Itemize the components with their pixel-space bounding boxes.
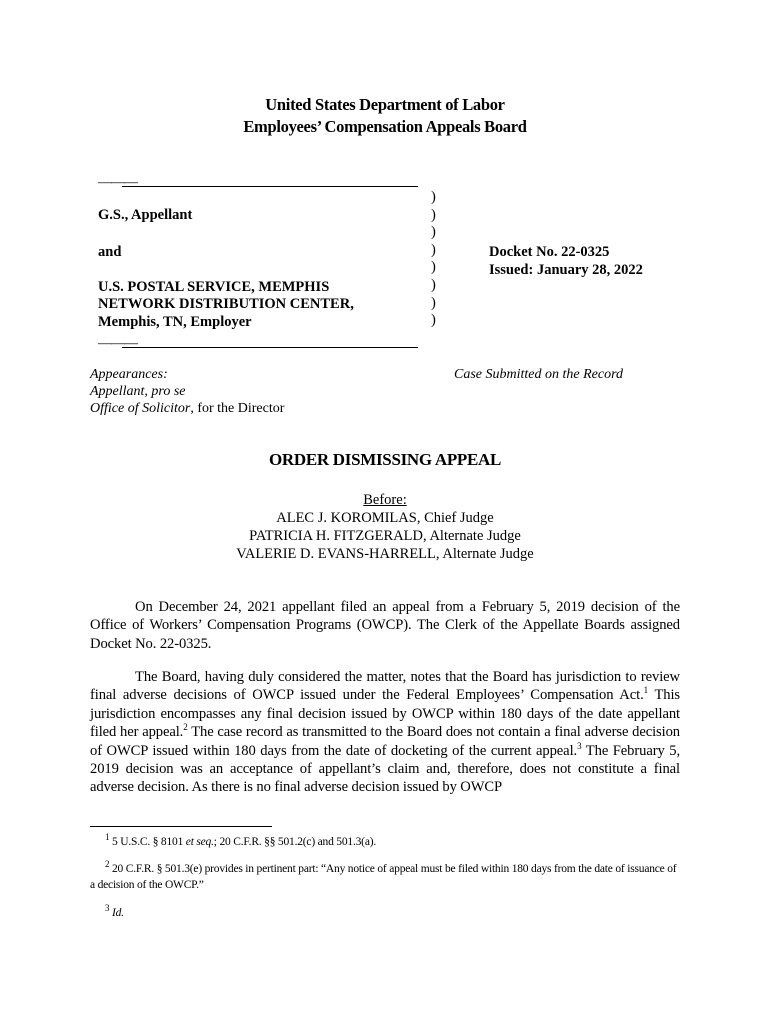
- case-submitted-note: Case Submitted on the Record: [454, 367, 624, 382]
- agency-name: United States Department of Labor: [265, 95, 505, 114]
- employer-line-3: Memphis, TN, Employer: [98, 314, 252, 330]
- paragraph-2: The Board, having duly considered the matter, notes that the Board has jurisdiction to review final adverse decisions of OWCP issued under the Federal Employees’ Compensation Act.$^1$ This jurisdiction encompasses any final decision issued by OWCP within 180 days of the date appellant filed her appeal.$^2$ The case record as transmitted to the Board does not contain a final adverse decision of OWCP issued within 180 days from the date of docketing of the current appeal.$^3$ The February 5, 2019 decision was an acceptance of appellant’s claim and, therefore, does not constitute a final adverse decision. As there is no final adverse decision issued by OWCP: [90, 669, 680, 796]
- caption-dash-top: ———: [98, 175, 137, 190]
- caption-rule-bottom: [122, 347, 418, 348]
- appearance-appellant: Appellant, pro se: [90, 384, 186, 399]
- appellant-name: G.S., Appellant: [98, 207, 193, 223]
- footnote-2: $^2$ 20 C.F.R. § 501.3(e) provides in pertinent part: “Any notice of appeal must be filed within 180 days from the date of issuance of a decision of the OWCP.”: [90, 859, 677, 891]
- judge-alternate-1: PATRICIA H. FITZGERALD, Alternate Judge: [249, 528, 521, 544]
- caption-parentheses: ) ) ) ) ) ) ) ): [431, 189, 436, 329]
- before-label: Before:: [363, 492, 407, 508]
- caption-and: and: [98, 244, 122, 260]
- judge-chief: ALEC J. KOROMILAS, Chief Judge: [276, 510, 494, 526]
- footnote-ref-1: 1: [643, 685, 649, 696]
- judge-alternate-2: VALERIE D. EVANS-HARRELL, Alternate Judge: [236, 546, 534, 562]
- employer-line-2: NETWORK DISTRIBUTION CENTER,: [98, 296, 354, 312]
- footnote-1: $^1$ 5 U.S.C. § 8101 et seq.; 20 C.F.R. §§ 501.2(c) and 501.3(a).: [105, 832, 377, 848]
- issued-date: Issued: January 28, 2022: [489, 262, 643, 278]
- paragraph-1: On December 24, 2021 appellant filed an appeal from a February 5, 2019 decision of the Office of Workers’ Compensation Programs (OWCP). The Clerk of the Appellate Boards assigned Docket No. 22-0325.: [90, 599, 680, 652]
- footnote-ref-3: 3: [577, 740, 582, 751]
- employer-line-1: U.S. POSTAL SERVICE, MEMPHIS: [98, 279, 330, 295]
- caption-rule-top: [122, 186, 418, 187]
- caption-dash-bottom: ———: [98, 336, 137, 351]
- appearances-heading: Appearances:: [90, 367, 168, 382]
- footnote-separator: [90, 826, 272, 827]
- board-name: Employees’ Compensation Appeals Board: [243, 117, 527, 136]
- appearance-solicitor: Office of Solicitor, for the Director: [90, 401, 285, 416]
- footnote-3: $^3$ Id.: [105, 903, 124, 919]
- docket-number: Docket No. 22-0325: [489, 244, 610, 260]
- footnote-ref-2: 2: [183, 722, 188, 733]
- order-title: ORDER DISMISSING APPEAL: [268, 450, 502, 469]
